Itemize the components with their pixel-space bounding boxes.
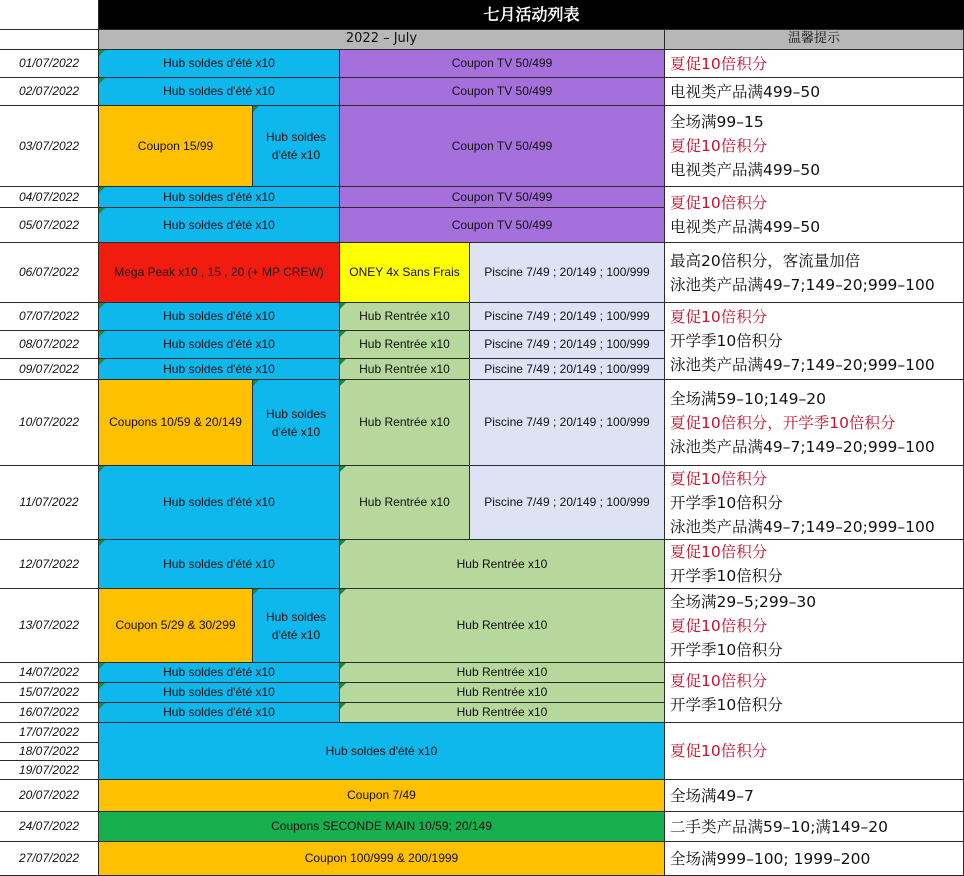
event-coupon-5-29: Coupon 5/29 & 30/299 — [99, 589, 253, 663]
event-coupon-tv: Coupon TV 50/499 — [340, 78, 665, 106]
event-hub-soldes: Hub soldes d'été x10 — [99, 50, 340, 78]
tip-cell — [665, 187, 964, 243]
event-hub-soldes: Hub soldes d'été x10 — [99, 466, 340, 540]
tip-line: 最高20倍积分，客流量加倍 — [670, 251, 861, 270]
tip-cell — [665, 380, 964, 466]
tip-line: 电视类产品满499–50 — [670, 217, 821, 236]
date-cell: 03/07/2022 — [0, 106, 99, 187]
tip-cell — [665, 589, 964, 663]
tip-line: 全场满999–100; 1999–200 — [670, 849, 871, 868]
tip-line: 夏促10倍积分 — [670, 742, 768, 760]
tip-cell — [665, 723, 964, 780]
tip-cell — [665, 50, 964, 78]
corner-cell — [0, 0, 99, 30]
event-coupon-tv: Coupon TV 50/499 — [340, 187, 665, 208]
event-mega-peak: Mega Peak x10 , 15 , 20 (+ MP CREW) — [99, 243, 340, 303]
tip-cell — [665, 842, 964, 876]
event-piscine: Piscine 7/49 ; 20/149 ; 100/999 — [470, 466, 665, 540]
date-cell: 08/07/2022 — [0, 331, 99, 359]
date-cell: 19/07/2022 — [0, 761, 99, 780]
tip-cell — [665, 466, 964, 540]
date-cell: 02/07/2022 — [0, 78, 99, 106]
tip-line: 夏促10倍积分 — [670, 193, 768, 212]
event-hub-rentree: Hub Rentrée x10 — [340, 683, 665, 703]
tip-cell — [665, 663, 964, 723]
date-cell: 16/07/2022 — [0, 703, 99, 723]
event-hub-soldes: Hub soldes d'été x10 — [99, 723, 665, 780]
date-cell: 04/07/2022 — [0, 187, 99, 208]
tip-line: 夏促10倍积分 — [670, 469, 768, 488]
tip-line: 电视类产品满499–50 — [670, 82, 821, 101]
date-cell: 10/07/2022 — [0, 380, 99, 466]
date-cell: 18/07/2022 — [0, 743, 99, 761]
event-hub-rentree: Hub Rentrée x10 — [340, 380, 470, 466]
event-coupon-tv: Coupon TV 50/499 — [340, 50, 665, 78]
tip-line: 夏促10倍积分 — [670, 616, 768, 635]
tip-line: 泳池类产品满49–7;149–20;999–100 — [670, 437, 935, 456]
event-hub-soldes: Hub soldes d'été x10 — [99, 187, 340, 208]
event-coupon-7-49: Coupon 7/49 — [99, 780, 665, 812]
tip-cell — [665, 78, 964, 106]
tip-line: 夏促10倍积分 — [670, 543, 768, 561]
date-cell: 06/07/2022 — [0, 243, 99, 303]
event-piscine: Piscine 7/49 ; 20/149 ; 100/999 — [470, 243, 665, 303]
tip-cell — [665, 780, 964, 812]
tip-line: 夏促10倍积分 — [670, 54, 768, 73]
event-hub-soldes: Hub soldes d'été x10 — [99, 663, 340, 683]
date-cell: 15/07/2022 — [0, 683, 99, 703]
tip-line: 全场满59–10;149–20 — [670, 389, 826, 408]
tip-line: 夏促10倍积分 — [670, 308, 768, 326]
event-coupon-tv: Coupon TV 50/499 — [340, 106, 665, 187]
event-coupon-100-999: Coupon 100/999 & 200/1999 — [99, 842, 665, 876]
event-coupon-tv: Coupon TV 50/499 — [340, 208, 665, 243]
tip-line: 开学季10倍积分 — [670, 493, 783, 512]
tip-line: 电视类产品满499–50 — [670, 161, 821, 179]
event-piscine: Piscine 7/49 ; 20/149 ; 100/999 — [470, 303, 665, 331]
event-hub-rentree: Hub Rentrée x10 — [340, 303, 470, 331]
event-hub-soldes: Hub soldes d'été x10 — [253, 589, 340, 663]
date-cell: 05/07/2022 — [0, 208, 99, 243]
tip-line: 开学季10倍积分 — [670, 567, 783, 585]
event-coupon-15-99: Coupon 15/99 — [99, 106, 253, 187]
event-hub-rentree: Hub Rentrée x10 — [340, 589, 665, 663]
event-hub-soldes: Hub soldes d'été x10 — [99, 303, 340, 331]
date-cell: 13/07/2022 — [0, 589, 99, 663]
sheet-title: 七月活动列表 — [99, 0, 964, 30]
tip-cell — [665, 106, 964, 187]
event-hub-soldes: Hub soldes d'été x10 — [99, 703, 340, 723]
tip-line: 夏促10倍积分 — [670, 671, 768, 690]
event-hub-soldes: Hub soldes d'été x10 — [99, 683, 340, 703]
tip-line: 开学季10倍积分 — [670, 640, 783, 659]
tip-line: 全场满99–15 — [670, 113, 764, 131]
event-hub-soldes: Hub soldes d'été x10 — [253, 380, 340, 466]
date-cell: 01/07/2022 — [0, 50, 99, 78]
event-hub-rentree: Hub Rentrée x10 — [340, 663, 665, 683]
tips-header: 温馨提示 — [665, 30, 964, 50]
tip-line: 开学季10倍积分 — [670, 695, 783, 714]
event-piscine: Piscine 7/49 ; 20/149 ; 100/999 — [470, 359, 665, 380]
event-piscine: Piscine 7/49 ; 20/149 ; 100/999 — [470, 380, 665, 466]
tip-line: 夏促10倍积分，开学季10倍积分 — [670, 413, 896, 432]
date-cell: 09/07/2022 — [0, 359, 99, 380]
date-cell: 20/07/2022 — [0, 780, 99, 812]
tip-line: 夏促10倍积分 — [670, 137, 768, 155]
date-cell: 14/07/2022 — [0, 663, 99, 683]
date-cell: 07/07/2022 — [0, 303, 99, 331]
event-hub-soldes: Hub soldes d'été x10 — [99, 78, 340, 106]
tip-line: 全场满49–7 — [670, 786, 754, 805]
tip-line: 泳池类产品满49–7;149–20;999–100 — [670, 517, 935, 536]
event-piscine: Piscine 7/49 ; 20/149 ; 100/999 — [470, 331, 665, 359]
date-cell: 11/07/2022 — [0, 466, 99, 540]
tip-line: 二手类产品满59–10;满149–20 — [670, 817, 888, 836]
event-hub-rentree: Hub Rentrée x10 — [340, 540, 665, 589]
event-coupons-seconde-main: Coupons SECONDE MAIN 10/59; 20/149 — [99, 812, 665, 842]
month-header: 2022 – July — [99, 30, 665, 50]
date-cell: 17/07/2022 — [0, 723, 99, 743]
event-hub-rentree: Hub Rentrée x10 — [340, 331, 470, 359]
event-hub-soldes: Hub soldes d'été x10 — [253, 106, 340, 187]
corner-cell — [0, 30, 99, 50]
tip-cell — [665, 540, 964, 589]
event-hub-soldes: Hub soldes d'été x10 — [99, 331, 340, 359]
event-hub-rentree: Hub Rentrée x10 — [340, 359, 470, 380]
tip-line: 泳池类产品满49–7;149–20;999–100 — [670, 356, 935, 374]
event-coupons-10-59: Coupons 10/59 & 20/149 — [99, 380, 253, 466]
tip-line: 全场满29–5;299–30 — [670, 592, 817, 611]
tip-cell — [665, 243, 964, 303]
event-hub-soldes: Hub soldes d'été x10 — [99, 359, 340, 380]
tip-line: 泳池类产品满49–7;149–20;999–100 — [670, 275, 935, 294]
date-cell: 12/07/2022 — [0, 540, 99, 589]
event-hub-soldes: Hub soldes d'été x10 — [99, 208, 340, 243]
date-cell: 27/07/2022 — [0, 842, 99, 876]
tip-line: 开学季10倍积分 — [670, 332, 783, 350]
event-oney: ONEY 4x Sans Frais — [340, 243, 470, 303]
event-hub-rentree: Hub Rentrée x10 — [340, 703, 665, 723]
tip-cell — [665, 303, 964, 380]
event-hub-soldes: Hub soldes d'été x10 — [99, 540, 340, 589]
tip-cell — [665, 812, 964, 842]
date-cell: 24/07/2022 — [0, 812, 99, 842]
event-hub-rentree: Hub Rentrée x10 — [340, 466, 470, 540]
